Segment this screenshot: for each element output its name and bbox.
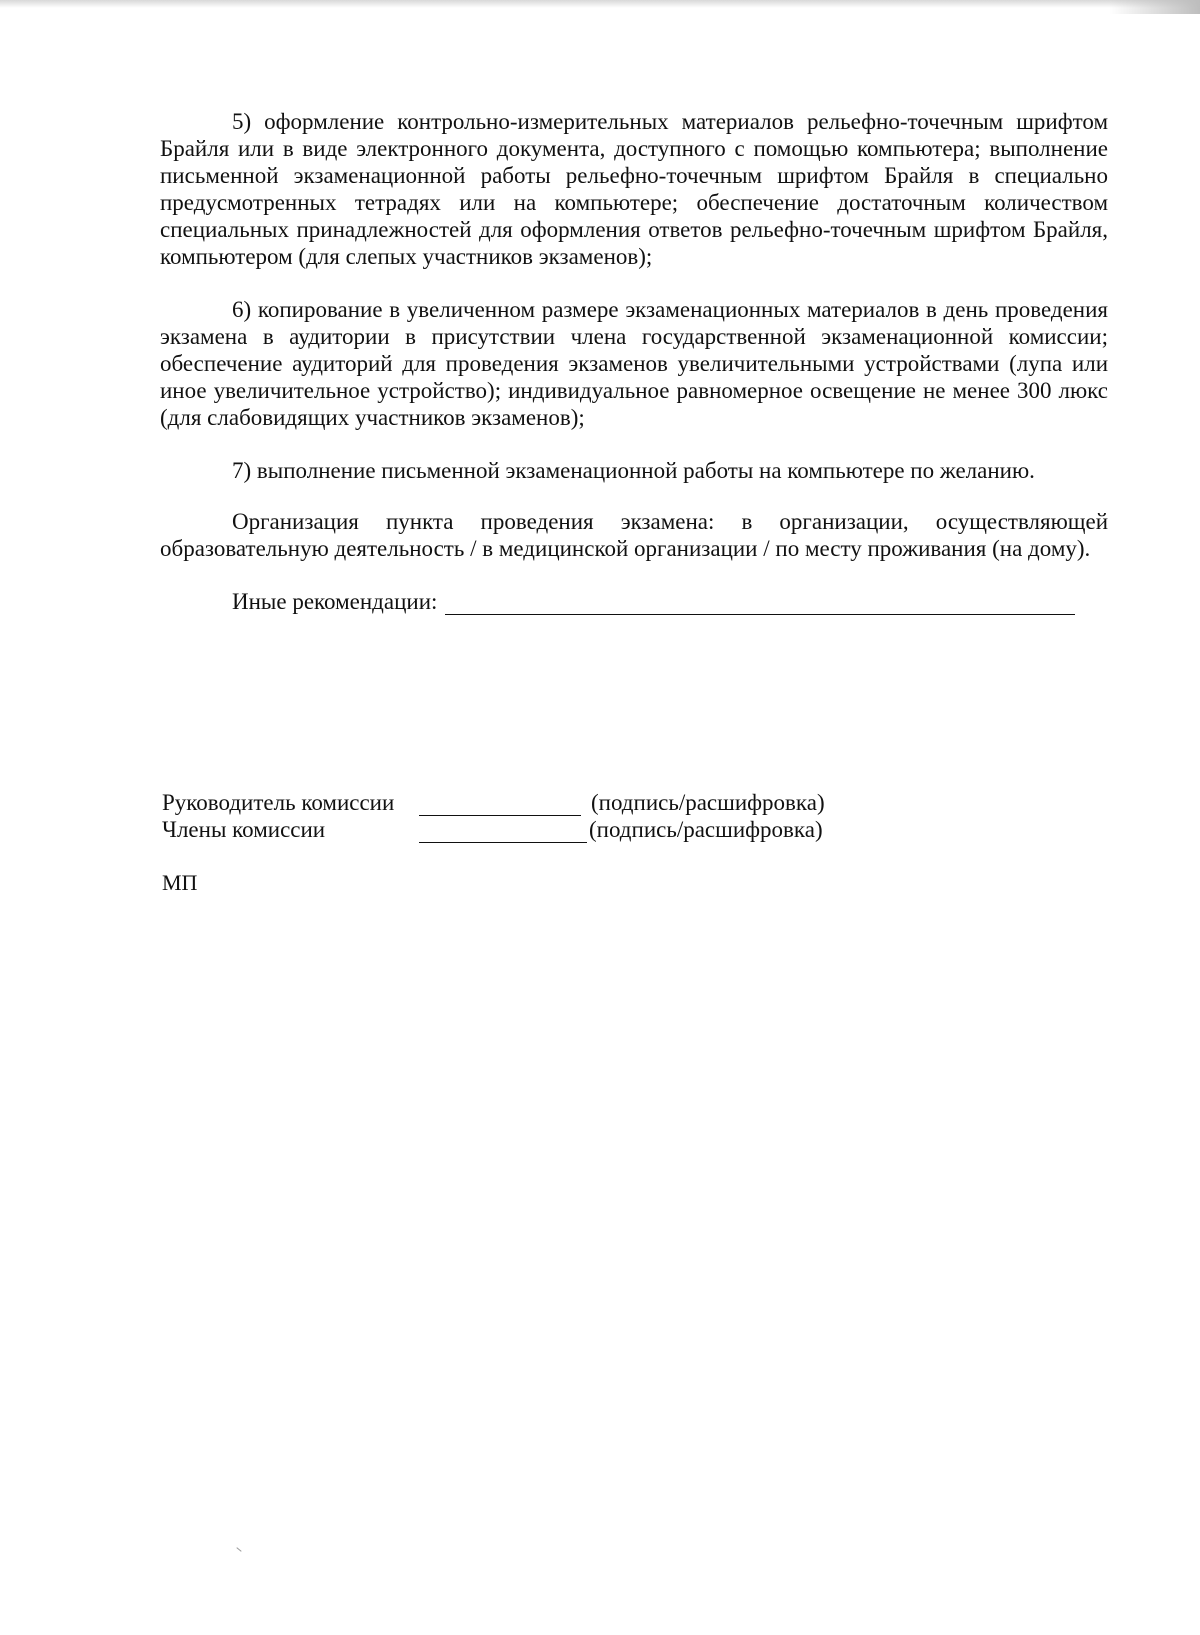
signature-row-members xyxy=(162,816,825,843)
other-recommendations-label: Иные рекомендации: xyxy=(232,589,438,614)
paragraph-item-6: 6) копирование в увеличенном размере экзаменационных материалов в день проведения экзамена в аудитории в присутствии члена государственной экзаменационной комиссии; обеспечение аудиторий для проведения экзаменов увеличительными устройствами (лупа или иное увеличительное устройство); индивидуальное равномерное освещение не менее 300 люкс (для слабовидящих участников экзаменов); xyxy=(160,297,1108,430)
scan-top-edge xyxy=(0,0,1200,8)
paragraph-exam-location: Организация пункта проведения экзамена: в организации, осуществляющей образовательную деятельность / в медицинской организации / по месту проживания (на дому). xyxy=(160,509,1108,561)
stamp-label: МП xyxy=(162,870,198,895)
signature-blank xyxy=(419,820,587,843)
signature-note: (подпись/расшифровка) xyxy=(591,790,825,815)
signature-note: (подпись/расшифровка) xyxy=(589,817,823,842)
scan-corner-shadow xyxy=(1110,0,1200,14)
scan-speck xyxy=(236,1547,241,1552)
signature-block xyxy=(162,789,825,843)
paragraph-item-7: 7) выполнение письменной экзаменационной работы на компьютере по желанию. xyxy=(232,458,1035,483)
signature-blank xyxy=(419,793,581,816)
signature-role-label: Члены комиссии xyxy=(162,817,326,842)
signature-row-head xyxy=(162,789,825,816)
other-recommendations-row xyxy=(232,588,1108,615)
document-body xyxy=(160,108,1108,615)
other-recommendations-blank xyxy=(445,592,1075,615)
paragraph-item-5: 5) оформление контрольно-измерительных материалов рельефно-точечным шрифтом Брайля или в виде электронного документа, доступного с помощью компьютера; выполнение письменной экзаменационной работы рельефно-точечным шрифтом Брайля в специально предусмотренных тетрадях или на компьютере; обеспечение достаточным количеством специальных принадлежностей для оформления ответов рельефно-точечным шрифтом Брайля, компьютером (для слепых участников экзаменов); xyxy=(160,109,1108,269)
signature-role-label: Руководитель комиссии xyxy=(162,790,395,815)
